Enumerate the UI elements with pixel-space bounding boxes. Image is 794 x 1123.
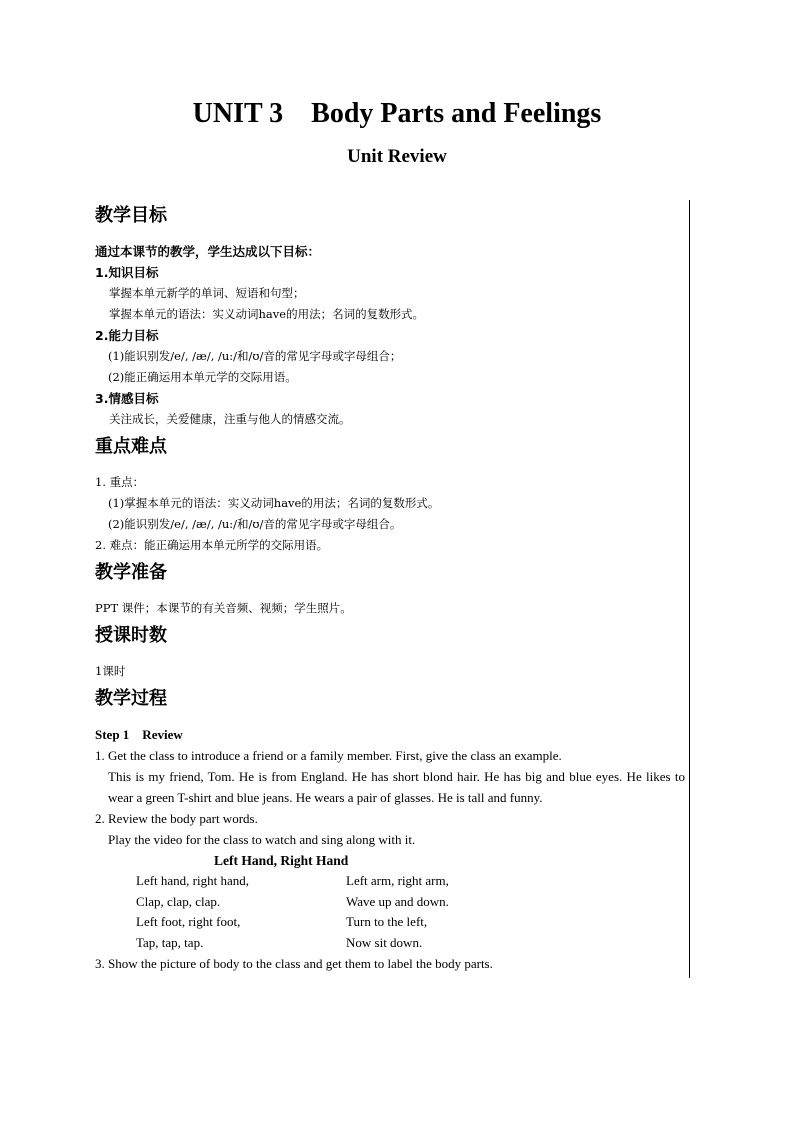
process-item: 2. Review the body part words. (95, 811, 258, 826)
ability-item: (1)能识别发/e/, /æ/, /u:/和/ʊ/音的常见字母或字母组合； (108, 349, 402, 363)
section-heading-preparation: 教学准备 (95, 562, 167, 583)
song-row (95, 912, 685, 933)
process-item: 3. Show the picture of body to the class and get them to label the body parts. (95, 956, 493, 971)
song-row (95, 871, 685, 892)
difficult-point-item: 2. 难点：能正确运用本单元所学的交际用语。 (95, 538, 329, 552)
knowledge-heading: 1.知识目标 (95, 265, 159, 280)
lyric-right: Now sit down. (346, 934, 423, 950)
song-row (95, 892, 685, 913)
key-point-item: 1. 重点： (95, 475, 145, 489)
lyric-left: Tap, tap, tap. (136, 934, 204, 950)
page-subtitle: Unit Review (347, 146, 447, 167)
section-heading-hours: 授课时数 (95, 625, 167, 646)
step-heading: Step 1 Review (95, 727, 183, 742)
lyric-right: Turn to the left, (346, 914, 428, 929)
process-subitem: Play the video for the class to watch and sing along with it. (108, 832, 416, 847)
section-heading-key-points: 重点难点 (95, 436, 167, 457)
hours-text: 1课时 (95, 664, 126, 678)
song-lyrics (95, 871, 685, 953)
emotion-heading: 3.情感目标 (95, 391, 159, 406)
key-point-subitem: (1)掌握本单元的语法：实义动词have的用法；名词的复数形式。 (108, 496, 440, 510)
page-title: UNIT 3 Body Parts and Feelings (192, 98, 602, 129)
knowledge-item: 掌握本单元新学的单词、短语和句型； (109, 286, 305, 300)
lyric-right: Left arm, right arm, (346, 873, 449, 888)
lyric-left: Left foot, right foot, (136, 914, 241, 929)
lyric-left: Left hand, right hand, (136, 873, 249, 888)
lyric-left: Clap, clap, clap. (136, 893, 221, 909)
objectives-intro: 通过本课节的教学，学生达成以下目标： (95, 244, 321, 259)
song-row (95, 933, 685, 954)
lyric-right: Wave up and down. (346, 893, 449, 909)
process-item: 1. Get the class to introduce a friend or a family member. First, give the class an example. (95, 748, 562, 763)
knowledge-item: 掌握本单元的语法：实义动词have的用法；名词的复数形式。 (109, 307, 425, 321)
key-point-subitem: (2)能识别发/e/, /æ/, /u:/和/ʊ/音的常见字母或字母组合。 (108, 517, 402, 531)
example-paragraph: This is my friend, Tom. He is from England. He has short blond hair. He has big and blue eyes. He likes to wear a green T-shirt and blue jeans. He wears a pair of glasses. He is tall and funny. (108, 769, 685, 805)
preparation-text: PPT 课件；本课节的有关音频、视频；学生照片。 (95, 601, 352, 615)
document-body (95, 204, 685, 974)
ability-item: (2)能正确运用本单元学的交际用语。 (108, 370, 297, 384)
emotion-item: 关注成长，关爱健康，注重与他人的情感交流。 (109, 412, 351, 426)
margin-rule (689, 200, 690, 978)
song-title: Left Hand, Right Hand (214, 853, 349, 868)
section-heading-objectives: 教学目标 (95, 205, 167, 226)
section-heading-process: 教学过程 (95, 688, 167, 709)
ability-heading: 2.能力目标 (95, 328, 159, 343)
